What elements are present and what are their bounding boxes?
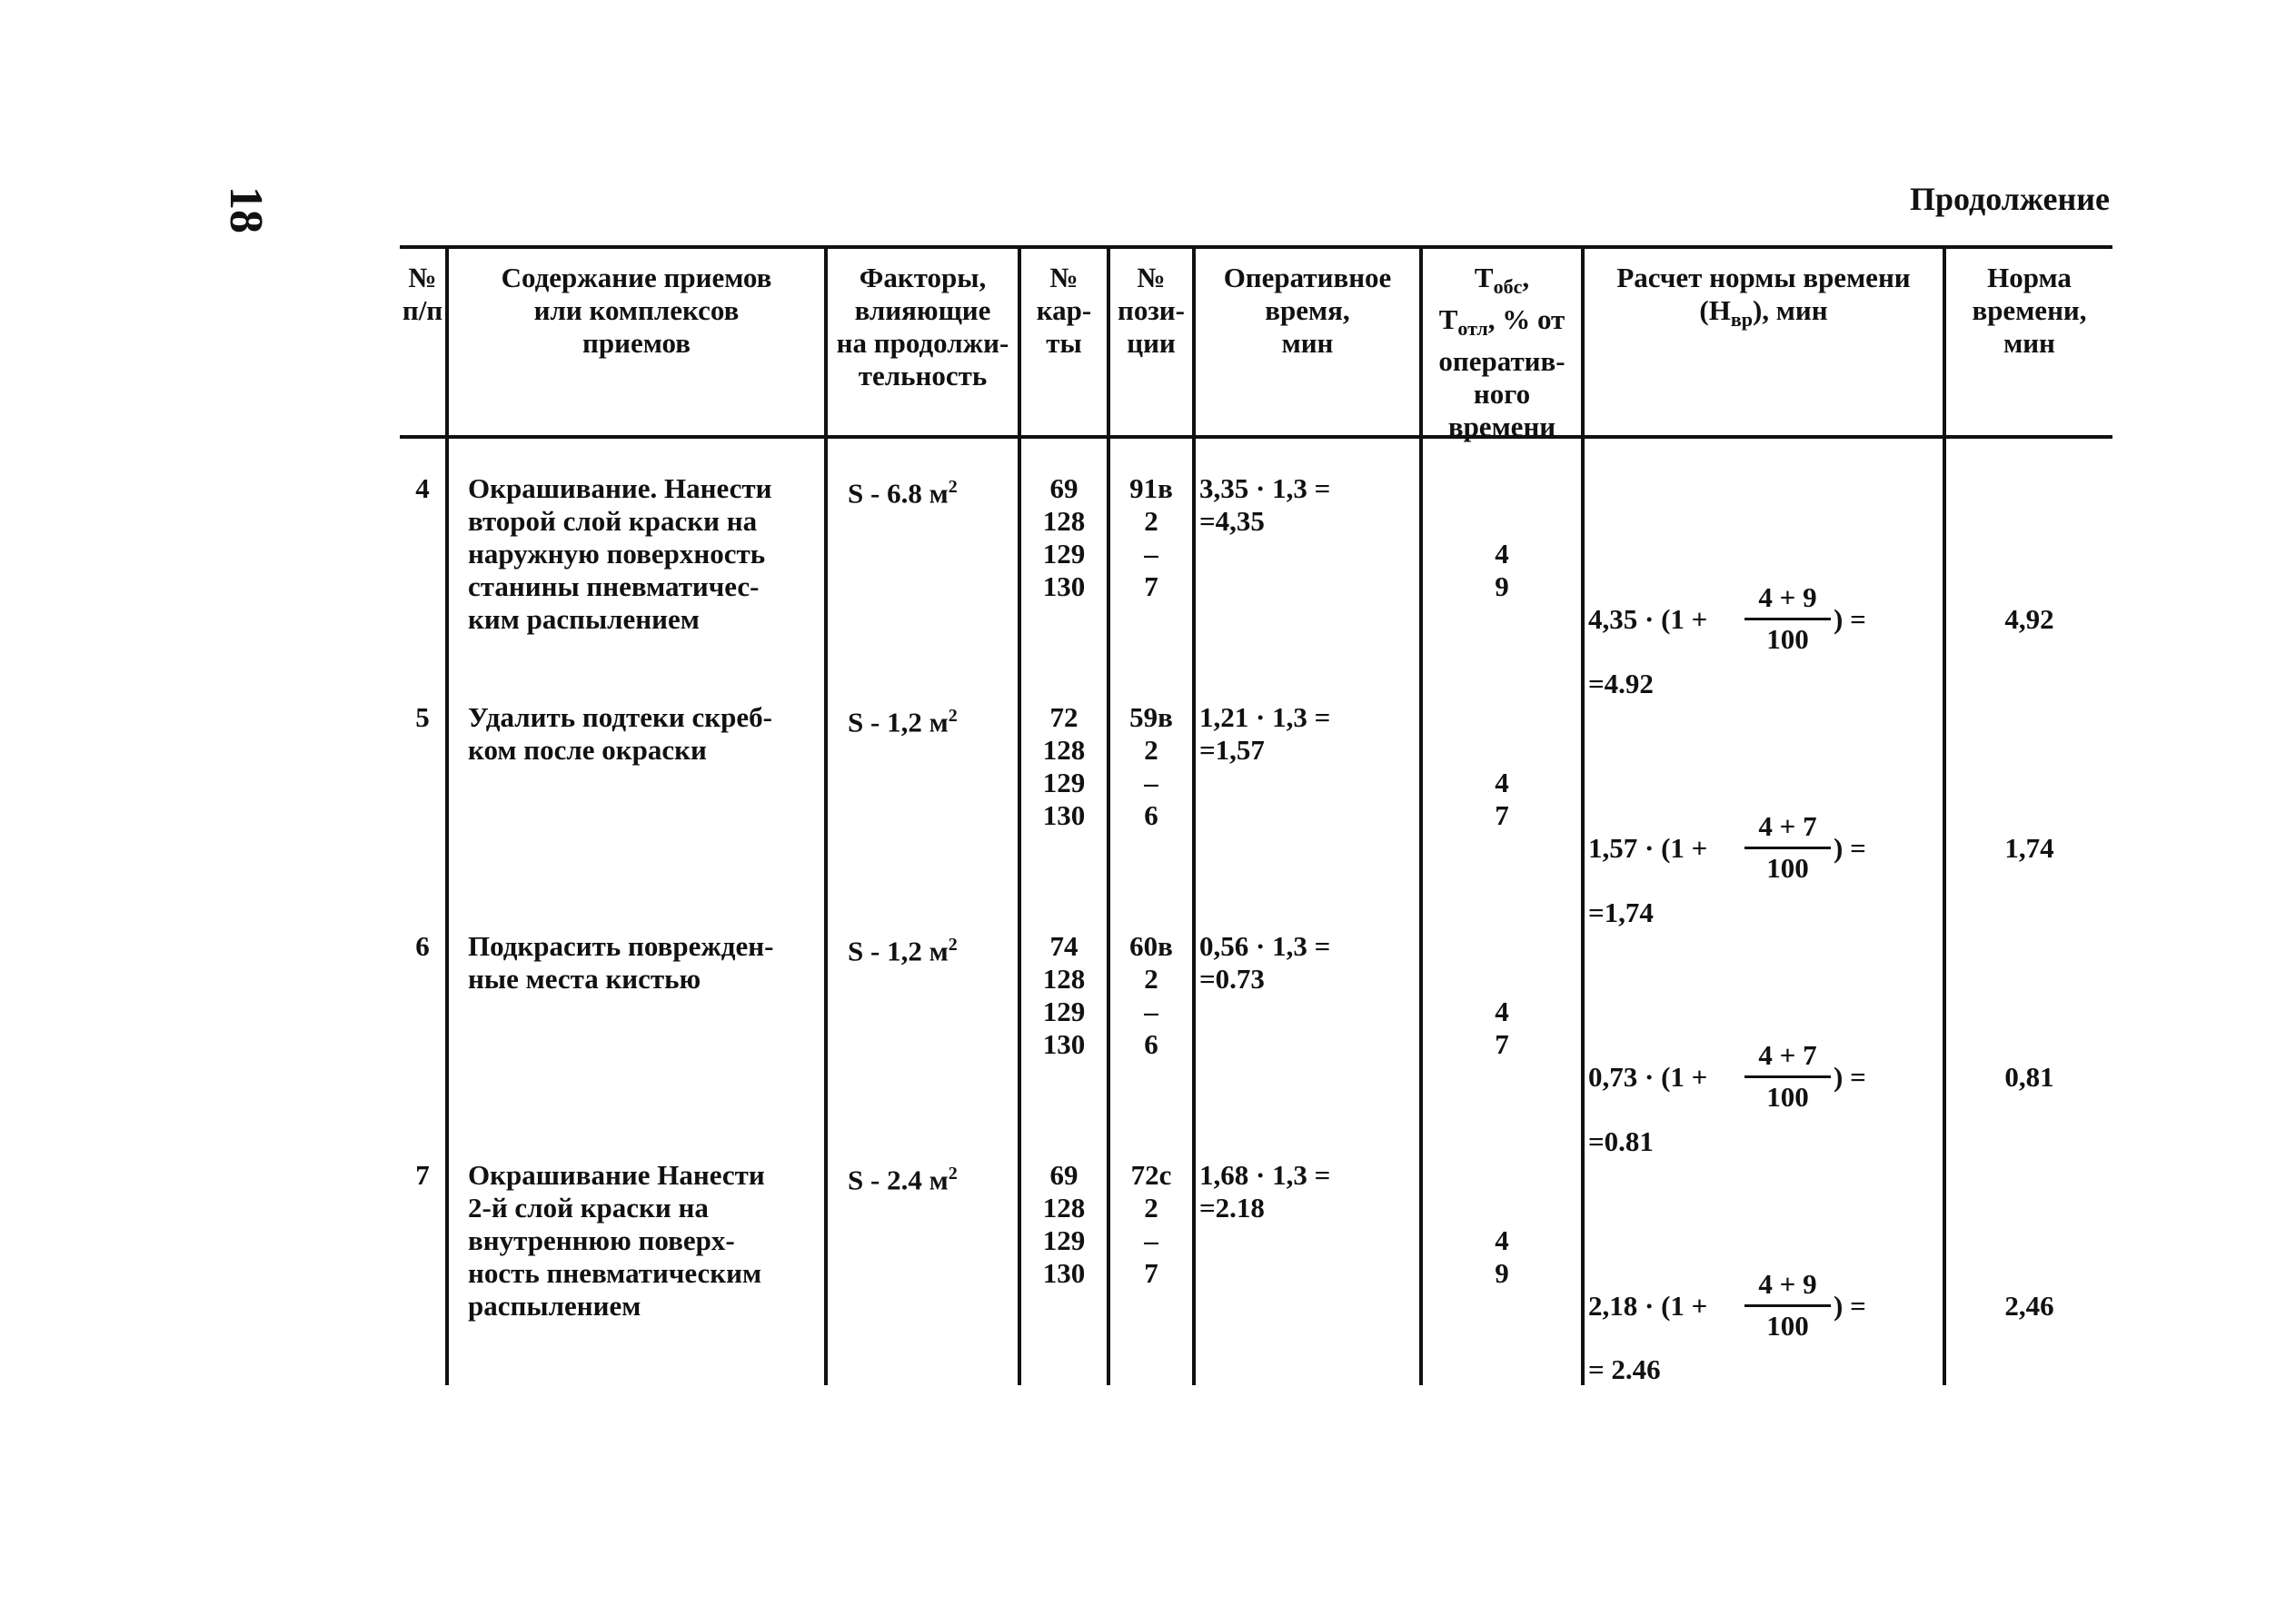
row-calc-result: = 2.46 — [1588, 1353, 1661, 1385]
row-cards: 69 128 129 130 — [1042, 472, 1086, 602]
row-norm: 1,74 — [2004, 832, 2054, 864]
page-number: 18 — [220, 186, 272, 233]
row-calc-pre: 4,35 · (1 + — [1588, 603, 1708, 635]
row-calc-pre: 1,57 · (1 + — [1588, 832, 1708, 864]
column-divider — [1581, 247, 1585, 1385]
row-operative-time: 3,35 · 1,3 = =4,35 — [1199, 472, 1331, 537]
row-factor: S - 1,2 $м^2$ — [848, 706, 958, 738]
row-calc-post: ) = — [1834, 1290, 1866, 1322]
row-positions: 59в 2 – 6 — [1129, 701, 1173, 831]
row-percent: 4 9 — [1495, 1224, 1509, 1289]
row-positions: 72с 2 – 7 — [1130, 1159, 1172, 1289]
row-calc-result: =4.92 — [1588, 668, 1654, 699]
row-content: Удалить подтеки скреб- ком после окраски — [468, 701, 772, 766]
header-content: Содержание приемов или комплексов приемов — [501, 262, 772, 359]
row-cards: 72 128 129 130 — [1042, 701, 1086, 831]
row-percent: 4 9 — [1495, 538, 1509, 602]
row-calc-fraction: 4 + 9 100 — [1744, 581, 1831, 654]
header-calculation: Расчет нормы времени $(Н_{вр})$, мин — [1616, 262, 1911, 332]
row-positions: 60в 2 – 6 — [1129, 930, 1173, 1060]
header-service-percent: $Т_{обс}$, $Т_{отл}$, % от оператив- ного времени — [1438, 262, 1565, 443]
row-calc-pre: 0,73 · (1 + — [1588, 1061, 1708, 1093]
header-num: № п/п — [402, 262, 443, 326]
row-calc-fraction: 4 + 9 100 — [1744, 1268, 1831, 1341]
header-operative-time: Оперативное время, мин — [1223, 262, 1392, 359]
row-content: Окрашивание. Нанести второй слой краски на наружную поверхность станины пневматичес- ким распылением — [468, 472, 772, 635]
column-divider — [445, 247, 449, 1385]
row-percent: 4 7 — [1495, 996, 1509, 1060]
row-percent: 4 7 — [1495, 767, 1509, 831]
row-number: 6 — [415, 930, 430, 962]
column-divider — [1943, 247, 1946, 1385]
row-cards: 74 128 129 130 — [1042, 930, 1086, 1060]
row-operative-time: 1,21 · 1,3 = =1,57 — [1199, 701, 1331, 766]
row-content: Подкрасить поврежден- ные места кистью — [468, 930, 774, 995]
table-top-rule — [400, 245, 2112, 249]
row-cards: 69 128 129 130 — [1042, 1159, 1086, 1289]
row-factor: S - 6.8 $м^2$ — [848, 477, 958, 510]
row-calc-post: ) = — [1834, 832, 1866, 864]
row-number: 4 — [415, 472, 430, 504]
row-norm: 2,46 — [2004, 1290, 2054, 1322]
row-operative-time: 0,56 · 1,3 = =0.73 — [1199, 930, 1331, 995]
column-divider — [1192, 247, 1196, 1385]
row-operative-time: 1,68 · 1,3 = =2.18 — [1199, 1159, 1331, 1224]
header-position: № пози- ции — [1117, 262, 1185, 359]
row-content: Окрашивание Нанести 2-й слой краски на внутреннюю поверх- ность пневматическим распылением — [468, 1159, 765, 1322]
row-number: 5 — [415, 701, 430, 733]
row-norm: 4,92 — [2004, 603, 2054, 635]
row-calc-result: =0.81 — [1588, 1125, 1654, 1157]
row-calc-fraction: 4 + 7 100 — [1744, 810, 1831, 883]
header-card: № кар- ты — [1036, 262, 1092, 359]
column-divider — [824, 247, 828, 1385]
row-positions: 91в 2 – 7 — [1129, 472, 1173, 602]
header-factors: Факторы, влияющие на продолжи- тельность — [836, 262, 1009, 391]
row-number: 7 — [415, 1159, 430, 1191]
row-factor: S - 1,2 $м^2$ — [848, 935, 958, 967]
row-calc-post: ) = — [1834, 603, 1866, 635]
row-calc-pre: 2,18 · (1 + — [1588, 1290, 1708, 1322]
row-calc-fraction: 4 + 7 100 — [1744, 1039, 1831, 1112]
row-calc-post: ) = — [1834, 1061, 1866, 1093]
continuation-label: Продолжение — [1910, 181, 2110, 217]
header-norm: Норма времени, мин — [1972, 262, 2087, 359]
row-calc-result: =1,74 — [1588, 897, 1654, 928]
row-norm: 0,81 — [2004, 1061, 2054, 1093]
row-factor: S - 2.4 $м^2$ — [848, 1164, 958, 1196]
header-bottom-rule — [400, 435, 2112, 439]
